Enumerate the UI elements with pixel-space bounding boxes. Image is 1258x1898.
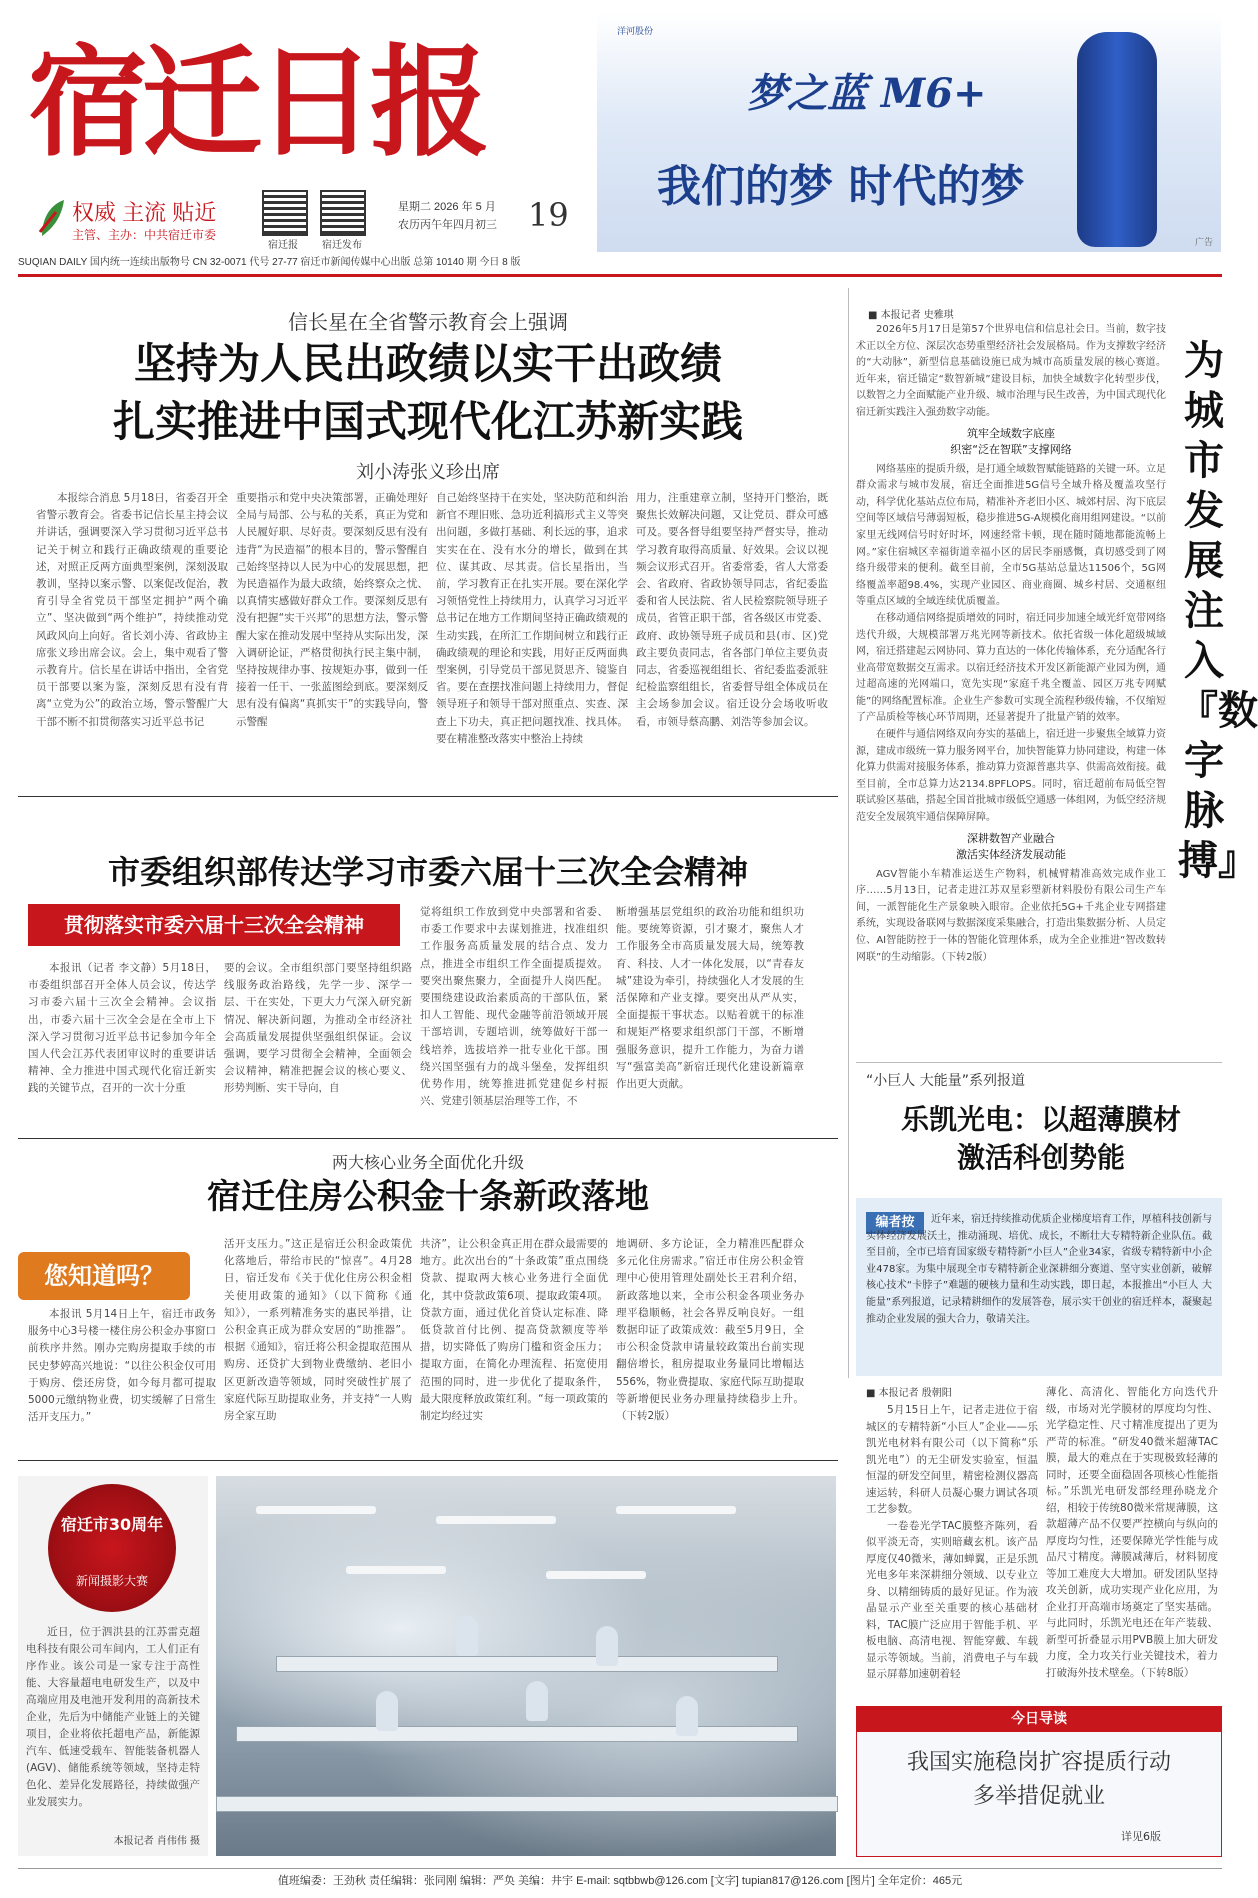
lead-subline: 刘小涛张义珍出席	[356, 462, 500, 483]
side-story-title[interactable]: 为城市发展注入『数字脉搏』	[1178, 338, 1258, 884]
side-byline: ■ 本报记者 史雅琪	[868, 310, 954, 321]
lead-kicker: 信长星在全省警示教育会上强调	[288, 310, 568, 334]
organization-column: 断增强基层党组织的政治功能和组织功能。要统筹资源，引才聚才，聚焦人才工作服务全市高质量发展大局，统筹教育、科技、人才一体化发展，以“青春友城”建设为牵引，持续强化人才发展的生活保障和产业支撑。要突出从严从实，全面提振干事状态。以贴着就干的标准和规矩严格要求组织部门干部，不断增强服务意识，提升工作能力，为奋力谱写“强富美高”新宿迁现代化建设新篇章作出更大贡献。	[616, 906, 804, 1091]
photo-credit: 本报记者 肖伟伟 摄	[113, 1836, 200, 1847]
housing-column: 共济”，让公积金真正用在群众最需要的地方。此次出台的“十条政策”重点围绕贷款、提取两大核心业务进行全面优化，其中贷款政策6项、提取政策4项。贷款方面，通过优化首贷认定标准、降低贷款首付比例、提高贷款额度等举措，切实降低了购房门槛和资金压力；提取方面，在简化办理流程、拓宽使用范围的同时，进一步优化了提取条件，最大限度释放政策红利。“每一项政策的制定均经过实	[420, 1238, 608, 1423]
did-you-know-badge: 您知道吗？	[18, 1252, 190, 1300]
organization-column: 要的会议。全市组织部门要坚持组织路线服务政治路线，先学一步、深学一层、干在实处，下更大力气深入研究新情况、解决新问题，为推动全市经济社会高质量发展提供坚强组织保证。会议强调，要学习贯彻全会精神，全面领会会议精神，精准把握会议的核心要义、形势判断、实干导向，自	[224, 962, 412, 1095]
banner-advert[interactable]	[597, 12, 1221, 252]
guide-line: 多举措促就业	[972, 1784, 1105, 1809]
leqi-byline: ■ 本报记者 殷朝阳	[866, 1388, 952, 1399]
organization-column: 觉将组织工作放到党中央部署和省委、市委工作要求中去谋划推进，找准组织工作服务高质量发展的结合点、发力点，推进全市组织工作全面提质提效。要突出聚焦聚力，全面提升人岗匹配。要围绕建设政治素质高的干部队伍，紧扣人工智能、现代金融等前沿领域开展干部培训，专题培训，统筹做好干部一线培养，选拔培养一批专业化干部。围绕兴国坚强有力的战斗堡垒，发挥组织优势作用，统筹推进抓党建促乡村振兴、党建引领基层治理等工作，不	[420, 906, 608, 1108]
editor-note-label: 编者按	[866, 1212, 924, 1234]
leaf-logo-icon	[38, 198, 66, 238]
housing-column: 地调研、多方论证，全力精准匹配群众多元化住房需求。”宿迁市住房公积金管理中心使用管理处副处长王君利介绍，新政落地以来，全市公积金各项业务办理平稳顺畅，社会各界反响良好。一组数据印证了政策成效：截至5月9日，全市公积金贷款申请量较政策出台前实现翻倍增长，租房提取业务量同比增幅达556%，物业费提取、家庭代际互助提取等新增便民业务办理量持续稳步上升。（下转2版）	[616, 1238, 804, 1423]
guide-page-ref[interactable]: 详见6版	[1121, 1830, 1161, 1843]
advert-slogan: 我们的梦 时代的梦	[657, 161, 1025, 212]
masthead	[18, 8, 588, 250]
issue-day: 19	[528, 196, 569, 234]
lead-headline-line1[interactable]: 坚持为人民出政绩以实干出政绩	[133, 339, 722, 388]
leqi-column: 薄化、高清化、智能化方向迭代升级，市场对光学膜材的厚度均匀性、光学稳定性、尺寸精准度提出了更为严苛的标准。“研发40微米超薄TAC膜，最大的难点在于实现极致轻薄的同时，还要全面稳固各项核心性能指标。”乐凯光电研发部经理孙晓龙介绍，相较于传统80微米常规薄膜，这款超薄产品不仅要严控横向与纵向的厚度均匀性，还要保障光学性能与成品尺寸精度。薄膜减薄后，材料韧度等加工难度大大增加。研发团队坚持攻关创新，成功实现产业化应用，为企业打开高端市场奠定了坚实基础。与此同时，乐凯光电还在年产装载、新型可折叠显示用PVB膜上加大研发力度，全力攻关行业关键技术，着力打破海外技术壁垒。（下转8版）	[1046, 1386, 1218, 1679]
section-divider	[18, 1138, 838, 1139]
side-story-body: 2026年5月17日是第57个世界电信和信息社会日。当前，数字技术正以全方位、深层次态势重塑经济社会发展格局。作为支撑数字经济的“大动脉”，新型信息基础设施已成为城市高质量发展的核心赛道。近年来，宿迁锚定“数智新城”建设目标，加快全域数字化转型步伐，以数智之力全面赋能产业升级、城市治理与民生改善，为中国式现代化宿迁新实践注入强劲数字动能。 筑牢全域数字底座 织密“泛在智联”支撑网络 网络基座的提质升级，是打通全域数智赋能链路的关键一环。立足群众需求与城市发展，宿迁全面推进5G信号全域升格及覆盖攻坚行动，科学优化基站点位布局，精准补齐老旧小区、城郊村居、沟下底层空间等区域信号薄弱短板，稳步推进5G-A规模化商用组网建设。“以前家里无线网信号时好时坏，网速经常卡顿，现在随时随地都能流畅上网。”家住宿城区幸福街道幸福小区的居民李丽感慨，真切感受到了网络升级带来的便利。截至目前，全市5G基站总量达11506个，5G网络覆盖率超98.4%，实现产业园区、商业商圈、城乡村居、交通枢纽等重点区域的全域连续优质覆盖。 在移动通信网络提质增效的同时，宿迁同步加速全域光纤宽带网络迭代升级，大规模部署万兆光网等新技术。依托省级一体化超级城域网，宿迁搭建起云网协同、算力直达的一体化传输体系，充分适配各行业高带宽数据交互需求。以宿迁经济技术开发区新能源产业园为例，通过超高速的光网端口，宽先实现“家庭千兆全覆盖、园区万兆专网赋能”的网络配置标准。企业生产参数可实现全流程秒级传输，不仅缩短了产品质检等核心环节周期，还显著提升了批量产销的效率。 在硬件与通信网络双向夯实的基础上，宿迁进一步聚焦全域算力资源，建成市级统一算力服务网平台，加快智能算力协同建设，构建一体化算力供需对接服务体系，推动算力资源普惠共享、供需高效衔接。截至目前，全市总算力达2134.8PFLOPS。同时，宿迁超前布局低空智联试验区基础，搭起全国首批城市级低空通感一体组网，为低空经济规范安全发展筑牢通信保障屏障。 深耕数智产业融合 激活实体经济发展动能 AGV智能小车精准运送生产物料，机械臂精准高效完成作业工序……5月13日，记者走进江苏双星彩塑新材料股份有限公司生产车间，一派智能化生产景象映入眼帘。企业依托5G+千兆企业专网搭建系统，实现设备联网与数据深度采集融合，打造出集数据分析、人员定位、AI智能防控于一体的智能化管理体系，成为全企业推进“智改数转网联”的生动缩影。（下转2版）	[856, 324, 1166, 963]
series-label: “小巨人 大能量”系列报道	[866, 1073, 1025, 1089]
lead-column: 自己始终坚持干在实处，坚决防范和纠治新官不理旧账、急功近利搞形式主义等突出问题，多做打基础、利长远的事，追求实实在在、没有水分的增长，做到在其位、谋其政、尽其责。信长星指出，当前，学习教育正在扎实开展。要在深化学习领悟党性上持续用力，认真学习习近平总书记在地方工作期间坚持正确政绩观的生动实践，在所汇工作期间树立和践行正确政绩观的理论和实践，用好正反两面典型案例，引导党员干部见贤思齐、镜鉴自省。要在查摆找准问题上持续用力，督促领导班子和领导干部对照重点、实查、深查上下功夫，真正把问题找准、找具体。要在精准整改落实中整治上持续	[436, 492, 628, 745]
editor-note-box: 编者按 近年来，宿迁持续推动优质企业梯度培育工作，厚植科技创新与实体经济发展沃土，推动涌现、培优、成长，不断壮大专精特新企业队伍。截至目前，全市已培育国家级专精特新“小巨人”企业34家，省级专精特新中小企业478家。为集中展现全市专精特新企业深耕细分赛道、坚守实业创新，破解核心技术“卡脖子”难题的硬核力量和生动实践，即日起，本报推出“小巨人 大能量”系列报道，记录精耕细作的发展答卷，展示实干创业的宿迁样本，凝聚起推动企业发展的强大合力，敬请关注。	[856, 1198, 1222, 1376]
guide-box[interactable]	[856, 1732, 1222, 1857]
guide-header: 今日导读	[856, 1706, 1222, 1732]
leqi-headline-line2[interactable]: 激活科创势能	[956, 1141, 1125, 1174]
qr-label: 宿迁发布	[322, 240, 362, 251]
publication-info-bar: SUQIAN DAILY 国内统一连续出版物号 CN 32-0071 代号 27-77 宿迁市新闻传媒中心出版 总第 10140 期 今日 8 版	[18, 252, 1222, 277]
lead-headline-line2[interactable]: 扎实推进中国式现代化江苏新实践	[112, 397, 743, 446]
issue-date: 星期二 2026 年 5 月 农历丙午年四月初三	[398, 201, 497, 231]
newspaper-title: 宿迁日报	[28, 32, 484, 173]
policy-banner: 贯彻落实市委六届十三次全会精神	[28, 904, 400, 946]
slogan: 权威 主流 贴近	[72, 200, 217, 225]
leqi-column: 5月15日上午，记者走进位于宿城区的专精特新“小巨人”企业——乐凯光电材料有限公司（以下简称“乐凯光电”）的无尘研发实验室，恒温恒湿的研发空间里，精密检测仪器高速运转，科研人员凝心聚力调试各项工艺参数。 一卷卷光学TAC膜整齐陈列，看似平淡无奇，实则暗藏玄机。该产品厚度仅40微米，薄如蝉翼，正是乐凯光电多年来深耕细分领域、以专业立身、以精细铸质的最好见证。作为液晶显示产业至关重要的核心基础材料，TAC膜广泛应用于智能手机、平板电脑、高清电视、智能穿戴、车载显示等领域。当前，消费电子与车载显示屏幕加速朝着轻	[866, 1404, 1038, 1680]
housing-kicker: 两大核心业务全面优化升级	[331, 1153, 524, 1172]
lead-column: 用力，注重建章立制，坚持开门整治，既聚焦长效解决问题，又让党员、群众可感可及。要各督导组要坚持严督实导，推动学习教育取得高质量、好效果。会议以视频会议形式召开。省委常委，省人大常委会、省政府、省政协领导同志，省纪委监委和省人民法院、省人民检察院领导班子成员，省管正职干部，省各级区市党委、政府、政协领导班子成员和县(市、区)党政主要负责同志，省各部门单位主要负责同志，省委巡视组组长、省纪委监委派驻纪检监察组组长，省委督导组全体成员在主会场参加会议。宿迁设分会场收听收看，市领导蔡高鹏、刘浩等参加会议。	[636, 492, 828, 728]
factory-photo[interactable]	[216, 1476, 836, 1856]
sponsor-line: 主管、主办：中共宿迁市委	[72, 228, 217, 242]
guide-line: 我国实施稳岗扩容提质行动	[906, 1750, 1171, 1775]
qr-label: 宿迁报	[268, 240, 298, 251]
organization-column: 本报讯（记者 李文静）5月18日，市委组织部召开全体人员会议，传达学习市委六届十三次全会精神。会议指出，市委六届十三次全会是在全市上下深入学习贯彻习近平总书记参加今年全国人代会江苏代表团审议时的重要讲话精神、全力推进中国式现代化宿迁新实践的关键节点，召开的一次十分重	[28, 962, 216, 1095]
lead-column: 重要指示和党中央决策部署，正确处理好全局与局部、公与私的关系，真正为党和人民履好职、尽好责。要深刻反思有没有违背“为民造福”的根本目的，警示警醒自己始终坚持以人民为中心的发展思想，把为民造福作为最大政绩，始终察众之忧、以真情实感做好群众工作。要深刻反思有没有把握“实干兴邦”的思想方法，警示警醒大家在推动发展中坚持从实际出发，深入调研论证，严格贯彻执行民主集中制，坚持按规律办事、按规矩办事，做到一任接着一任干、一张蓝图绘到底。要深刻反思有没有偏离“真抓实干”的实践导向，警示警醒	[236, 492, 428, 728]
section-divider	[856, 1062, 1222, 1063]
advert-brand: 梦之蓝 M6+	[747, 70, 987, 117]
qr-code-icon	[320, 190, 366, 236]
photo-caption-panel: 宿迁市30周年 新闻摄影大赛 近日，位于泗洪县的江苏雷克超电科技有限公司车间内，工人们正有序作业。该公司是一家专注于高性能、大容量超电电研发生产，以及中高端应用及电池开发利用的高新技术企业，先后为中储能产业链上的关键项目，企业将依托超电产品，新能源汽车、低速受载车、智能装备机器人(AGV)、储能系统等领域，坚持走特色化、差异化发展路径，持续做强产业发展实力。 本报记者 肖伟伟 摄	[18, 1476, 208, 1856]
housing-column: 活开支压力。”这正是宿迁公积金政策优化落地后，带给市民的“惊喜”。4月28日，宿迁发布《关于优化住房公积金相关使用政策的通知》（以下简称《通知》），一系列精准务实的惠民举措，让公积金真正成为群众安居的“助推器”。根据《通知》，宿迁将公积金提取范围从购房、还贷扩大到物业费缴纳、老旧小区更新改造等领域，同时突破性扩展了家庭代际互助提取业务，并支持“一人购房全家互助	[224, 1238, 412, 1423]
section-divider	[18, 1460, 838, 1461]
advert-tag: 广告	[1194, 237, 1213, 247]
column-divider	[848, 288, 849, 1378]
organization-headline[interactable]: 市委组织部传达学习市委六届十三次全会精神	[107, 853, 748, 891]
footer-credits: 值班编委：王劲秋 责任编辑：张同刚 编辑：严奂 美编：井宇 E-mail: sqtbbwb@126.com [文字] tupian817@126.com [图片] 全年定价：465元	[18, 1868, 1222, 1893]
bottle-icon	[1077, 32, 1157, 247]
housing-column: 本报讯 5月14日上午，宿迁市政务服务中心3号楼一楼住房公积金办事窗口前秩序井然。刚办完购房提取手续的市民史梦婷高兴地说：“以往公积金仅可用于购房、偿还房贷，如今每月都可提取5000元缴纳物业费，切实缓解了日常生活开支压力。”	[28, 1308, 216, 1424]
photo-caption: 近日，位于泗洪县的江苏雷克超电科技有限公司车间内，工人们正有序作业。该公司是一家专注于高性能、大容量超电电研发生产，以及中高端应用及电池开发利用的高新技术企业，先后为中储能产业链上的关键项目，企业将依托超电产品，新能源汽车、低速受载车、智能装备机器人(AGV)、储能系统等领域，坚持走特色化、差异化发展路径，持续做强产业发展实力。	[26, 1626, 200, 1808]
leqi-headline-line1[interactable]: 乐凯光电：以超薄膜材	[900, 1103, 1181, 1136]
housing-headline[interactable]: 宿迁住房公积金十条新政落地	[207, 1177, 649, 1217]
contest-seal-icon	[48, 1484, 176, 1612]
lead-column: 本报综合消息 5月18日，省委召开全省警示教育会。省委书记信长星主持会议并讲话，强调要深入学习贯彻习近平总书记关于树立和践行正确政绩观的重要论述，对照正反两方面典型案例，深刻汲取教训，坚持以案示警、以案促改促治，教育引导全省党员干部坚定拥护“两个确立”、坚决做到“两个维护”，持续推动党风政风向上向好。省长刘小涛、省政协主席张义珍出席会议。会上，集中观看了警示教育片。信长星在讲话中指出，全省党员干部要以案为鉴，深刻反思有没有背离“立党为公”的政治立场，警示警醒广大干部不断不扣贯彻落实习近平总书记	[36, 492, 228, 728]
advert-logo: 洋河股份	[617, 26, 654, 36]
section-divider	[18, 796, 838, 797]
qr-code-icon	[262, 190, 308, 236]
